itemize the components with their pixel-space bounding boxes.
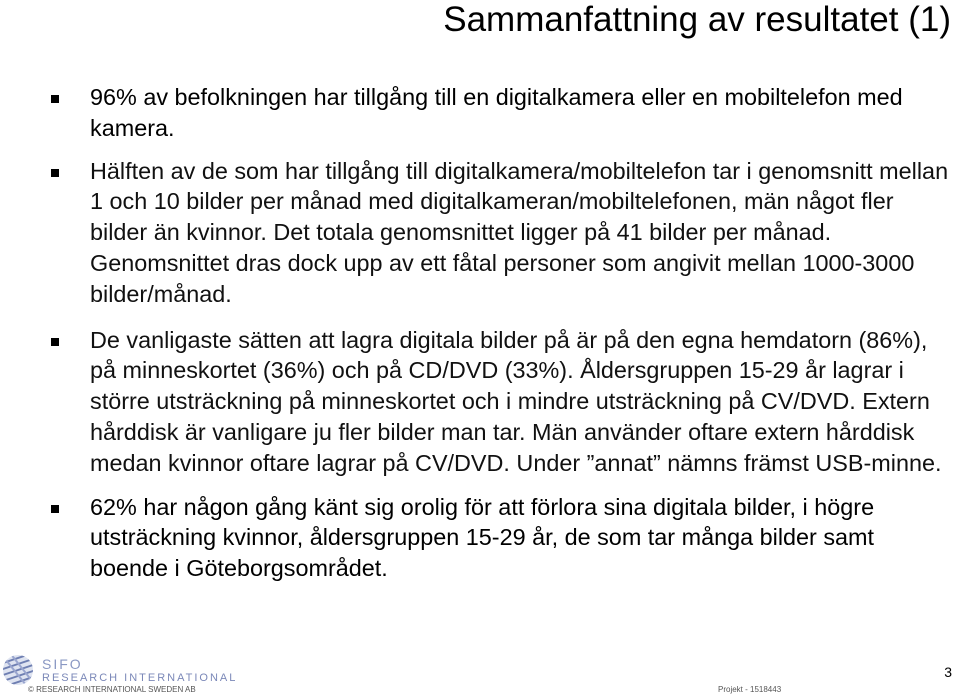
copyright-text: © RESEARCH INTERNATIONAL SWEDEN AB	[28, 685, 196, 694]
bullet-list	[50, 82, 950, 584]
bullet-item	[50, 325, 950, 479]
page-number: 3	[944, 664, 952, 680]
bullet-text: Hälften av de som har tillgång till digitalkamera/mobiltelefon tar i genomsnitt mellan 1 och 10 bilder per månad med digitalkameran/mobiltelefonen, män något fler bilder än kvinnor. Det totala genomsnittet ligger på 41 bilder per månad. Genomsnittet dras dock upp av ett fåtal personer som angivit mellan 1000-3000 bilder/månad.	[90, 157, 949, 307]
sifo-logo-icon	[0, 650, 40, 690]
bullet-text: 96% av befolkningen har tillgång till en digitalkamera eller en mobiltelefon med kamera.	[90, 84, 903, 141]
square-bullet-icon	[51, 95, 59, 103]
bullet-item	[50, 156, 950, 310]
slide-title: Sammanfattning av resultatet (1)	[443, 0, 951, 39]
bullet-item	[50, 492, 950, 584]
bullet-item	[50, 82, 950, 144]
square-bullet-icon	[51, 505, 59, 513]
square-bullet-icon	[51, 338, 59, 346]
project-number: Projekt - 1518443	[718, 685, 782, 694]
bullet-text: 62% har någon gång känt sig orolig för att förlora sina digitala bilder, i högre utsträckning kvinnor, åldersgruppen 15-29 år, de som tar många bilder samt boende i Göteborgsområdet.	[90, 493, 875, 582]
logo-subname: RESEARCH INTERNATIONAL	[42, 672, 238, 684]
square-bullet-icon	[51, 169, 59, 177]
bullet-text: De vanligaste sätten att lagra digitala bilder på är på den egna hemdatorn (86%), på minneskortet (36%) och på CD/DVD (33%). Åldersgruppen 15-29 år lagrar i större utsträckning på minneskortet och i mindre utsträckning på CV/DVD. Extern hårddisk är vanligare ju fler bilder man tar. Män använder oftare extern hårddisk medan kvinnor oftare lagrar på CV/DVD. Under ”annat” nämns främst USB-minne.	[90, 326, 942, 476]
logo-name: SIFO	[42, 656, 83, 672]
